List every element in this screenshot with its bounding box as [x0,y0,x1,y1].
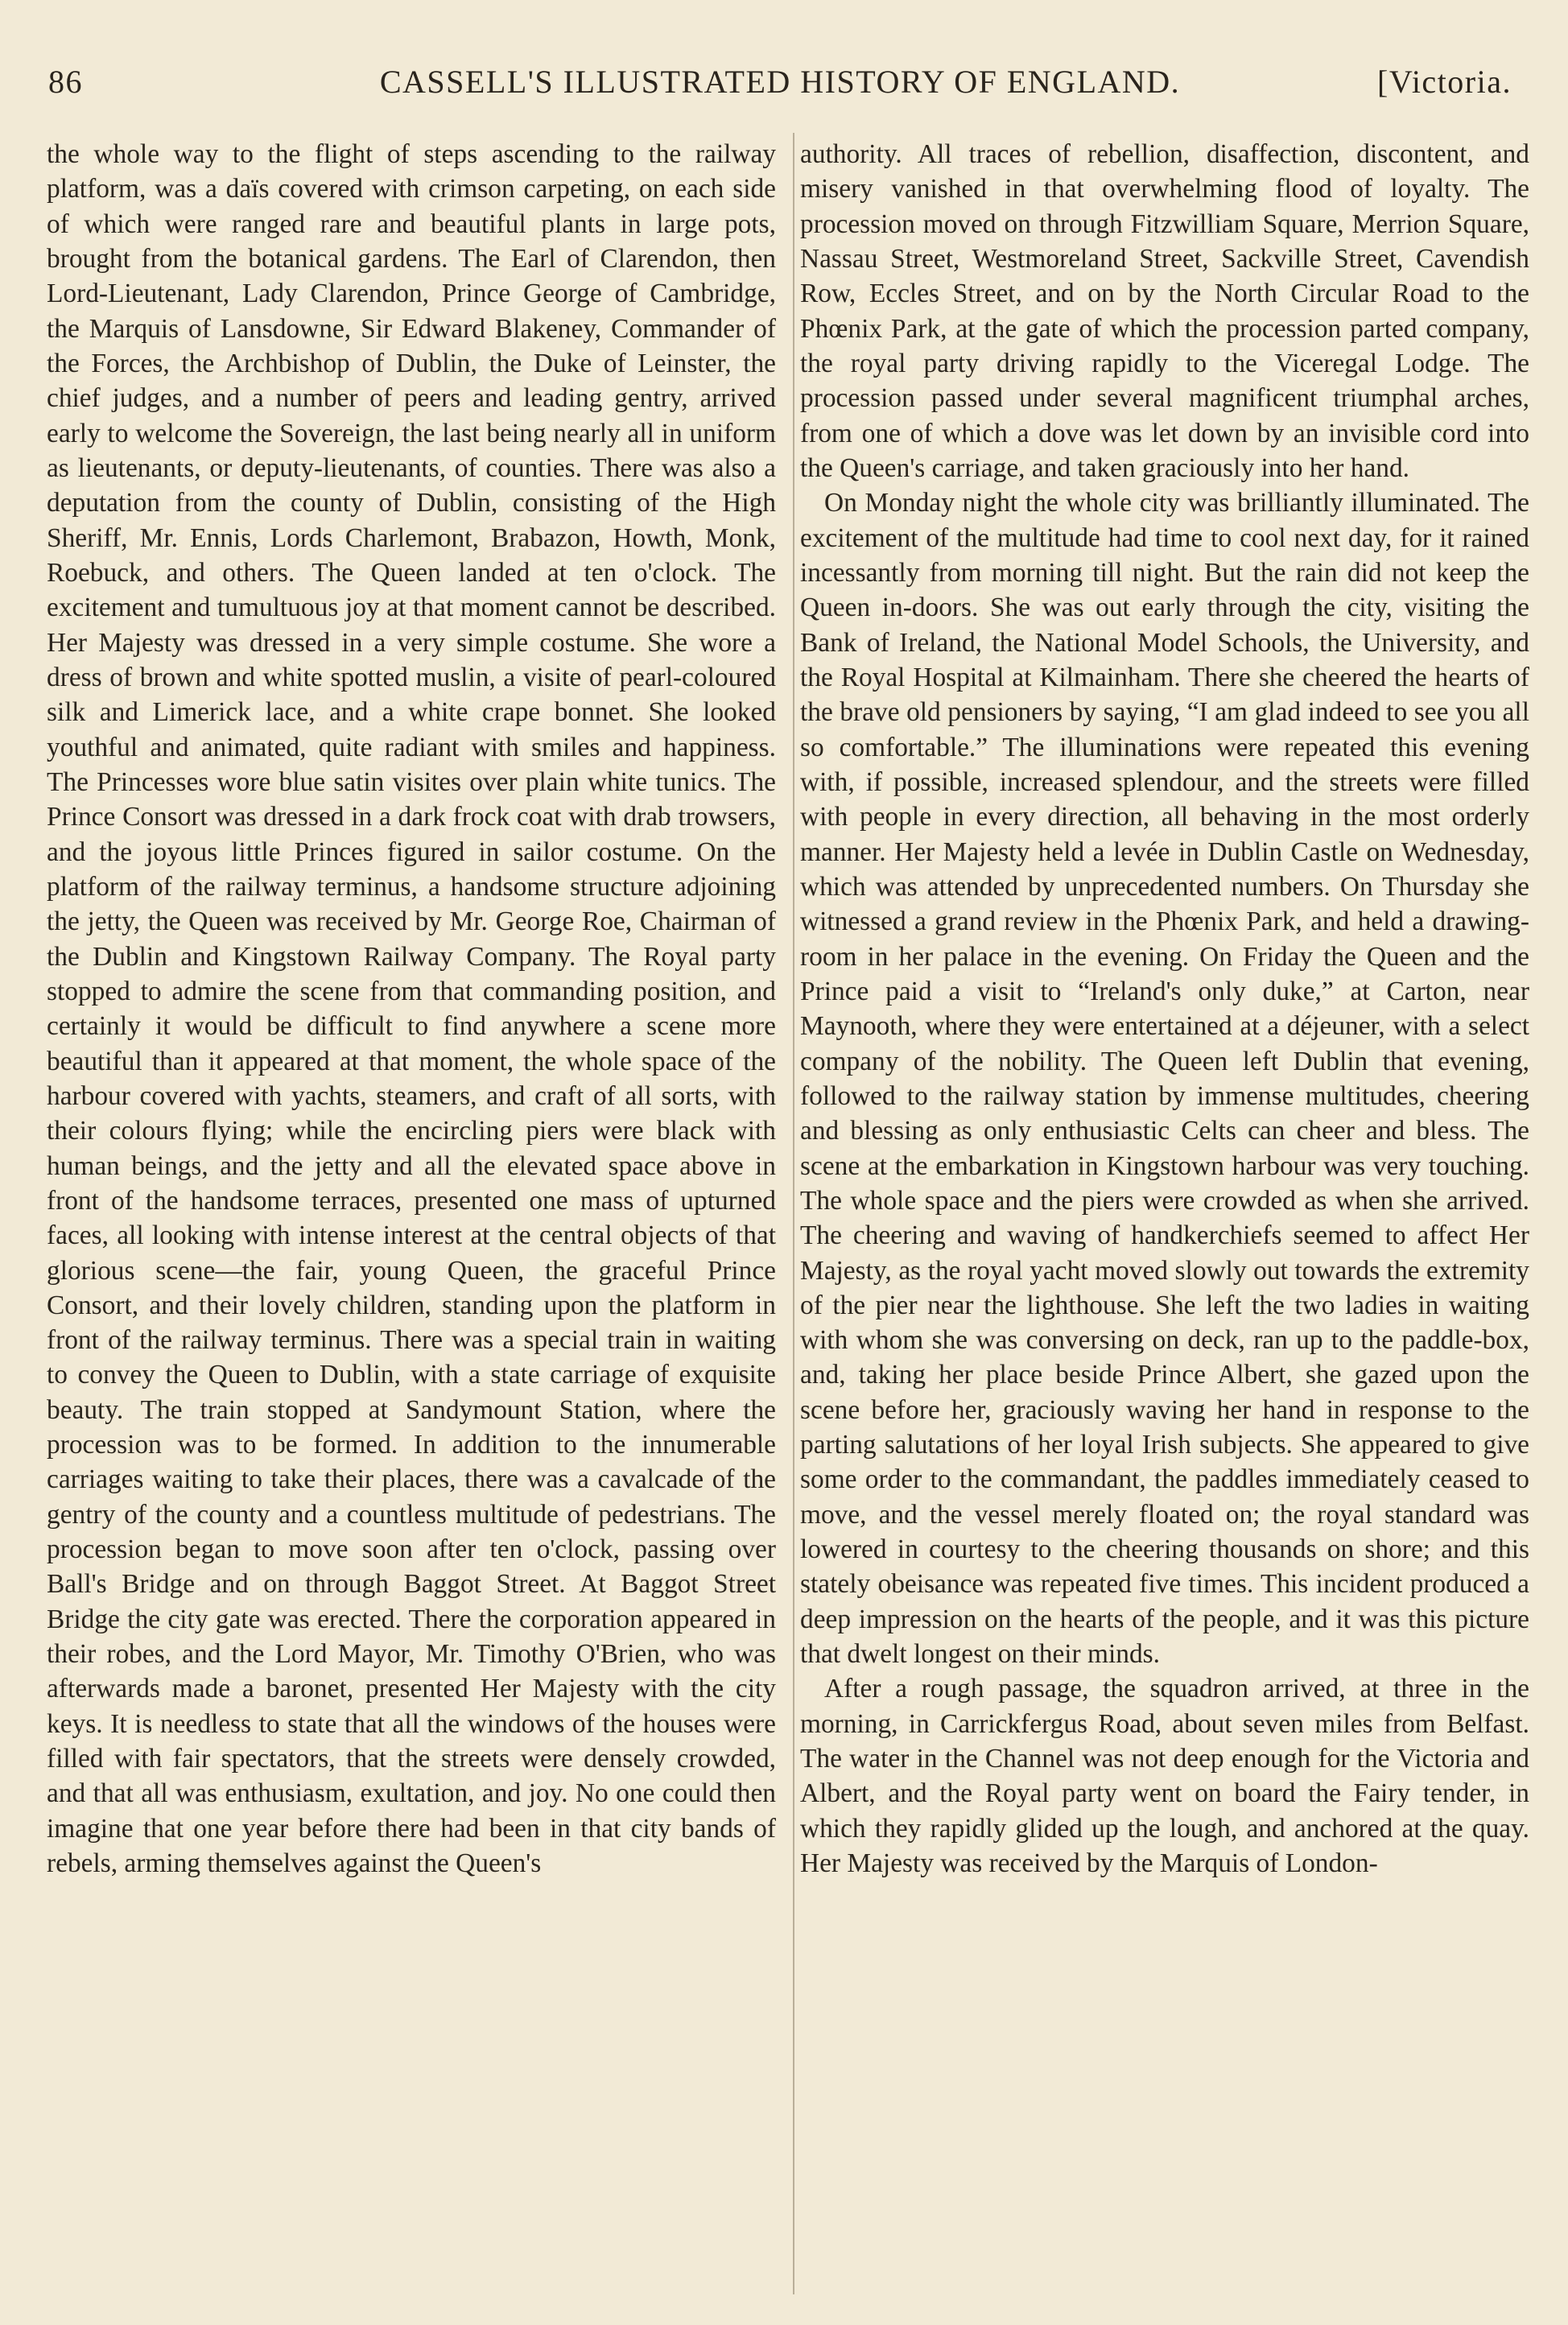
page-number: 86 [48,64,83,100]
paragraph: After a rough passage, the squadron arrived, at three in the morning, in Carrickfergus Road, about seven miles from Belfast. The water in the Channel was not deep enough for the Victoria and Albert, and the Royal party went on board the Fairy tender, in which they rapidly glided up the lough, and anchored at the quay. Her Majesty was received by the Marquis of London- [800,1674,1529,1879]
paragraph: the whole way to the flight of steps ascending to the railway platform, was a daïs covered with crimson carpeting, on each side of which were ranged rare and beautiful plants in large pots, brought from the botanical gardens. The Earl of Clarendon, then Lord-Lieutenant, Lady Clarendon, Prince George of Cambridge, the Marquis of Lansdowne, Sir Edward Blakeney, Commander of the Forces, the Archbishop of Dublin, the Duke of Leinster, the chief judges, and a number of peers and leading gentry, arrived early to welcome the Sovereign, the last being nearly all in uniform as lieutenants, or deputy-lieutenants, of counties. There was also a deputation from the county of Dublin, consisting of the High Sheriff, Mr. Ennis, Lords Charlemont, Brabazon, Howth, Monk, Roebuck, and others. The Queen landed at ten o'clock. The excitement and tumultuous joy at that moment cannot be described. Her Majesty was dressed in a very simple costume. She wore a dress of brown and white spotted muslin, a visite of pearl-coloured silk and Limerick lace, and a white crape bonnet. She looked youthful and animated, quite radiant with smiles and happiness. The Princesses wore blue satin visites over plain white tunics. The Prince Consort was dressed in a dark frock coat with drab trowsers, and the joyous little Princes figured in sailor costume. On the platform of the railway terminus, a handsome structure adjoining the jetty, the Queen was received by Mr. George Roe, Chairman of the Dublin and Kingstown Railway Company. The Royal party stopped to admire the scene from that commanding position, and certainly it would be difficult to find anywhere a scene more beautiful than it appeared at that moment, the whole space of the harbour covered with yachts, steamers, and craft of all sorts, with their colours flying; while the encircling piers were black with human beings, and the jetty and all the elevated space above in front of the handsome terraces, presented one mass of upturned faces, all looking with intense interest at the central objects of that glorious scene—the fair, young Queen, the graceful Prince Consort, and their lovely children, standing upon the platform in front of the railway terminus. There was a special train in waiting to convey the Queen to Dublin, with a state carriage of exquisite beauty. The train stopped at Sandymount Station, where the procession was to be formed. In addition to the innumerable carriages waiting to take their places, there was a cavalcade of the gentry of the county and a countless multitude of pedestrians. The procession began to move soon after ten o'clock, passing over Ball's Bridge and on through Baggot Street. At Baggot Street Bridge the city gate was erected. There the corporation appeared in their robes, and the Lord Mayor, Mr. Timothy O'Brien, who was afterwards made a baronet, presented Her Majesty with the city keys. It is needless to state that all the windows of the houses were filled with fair spectators, that the streets were densely crowded, and that all was enthusiasm, exultation, and joy. No one could then imagine that one year before there had been in that city bands of rebels, arming themselves against the Queen's [47,139,776,1879]
paragraph: authority. All traces of rebellion, disaffection, discontent, and misery vanished in that overwhelming flood of loyalty. The procession moved on through Fitzwilliam Square, Merrion Square, Nassau Street, Westmoreland Street, Sackville Street, Cavendish Row, Eccles Street, and on by the North Circular Road to the Phœnix Park, at the gate of which the procession parted company, the royal party driving rapidly to the Viceregal Lodge. The procession passed under several magnificent triumphal arches, from one of which a dove was let down by an invisible cord into the Queen's carriage, and taken graciously into her hand. [800,139,1529,483]
column-divider [793,133,794,2294]
running-header [48,63,1512,111]
right-column [800,137,1529,1881]
running-title: CASSELL'S ILLUSTRATED HISTORY OF ENGLAND. [379,64,1181,100]
left-column [47,137,776,1881]
paragraph: On Monday night the whole city was brilliantly illuminated. The excitement of the multitude had time to cool next day, for it rained incessantly from morning till night. But the rain did not keep the Queen in-doors. She was out early through the city, visiting the Bank of Ireland, the National Model Schools, the University, and the Royal Hospital at Kilmainham. There she cheered the hearts of the brave old pensioners by saying, “I am glad indeed to see you all so comfortable.” The illuminations were repeated this evening with, if possible, increased splendour, and the streets were filled with people in every direction, all behaving in the most orderly manner. Her Majesty held a levée in Dublin Castle on Wednesday, which was attended by unprecedented numbers. On Thursday she witnessed a grand review in the Phœnix Park, and held a drawing-room in her palace in the evening. On Friday the Queen and the Prince paid a visit to “Ireland's only duke,” at Carton, near Maynooth, where they were entertained at a déjeuner, with a select company of the nobility. The Queen left Dublin that evening, followed to the railway station by immense multitudes, cheering and blessing as only enthusiastic Celts can cheer and bless. The scene at the embarkation in Kingstown harbour was very touching. The whole space and the piers were crowded as when she arrived. The cheering and waving of handkerchiefs seemed to affect Her Majesty, as the royal yacht moved slowly out towards the extremity of the pier near the lighthouse. She left the two ladies in waiting with whom she was conversing on deck, ran up to the paddle-box, and, taking her place beside Prince Albert, she gazed upon the scene before her, graciously waving her hand in response to the parting salutations of her loyal Irish subjects. She appeared to give some order to the commandant, the paddles immediately ceased to move, and the vessel merely floated on; the royal standard was lowered in courtesy to the cheering thousands on shore; and this stately obeisance was repeated five times. This incident produced a deep impression on the hearts of the people, and it was this picture that dwelt longest on their minds. [800,488,1529,1670]
section-label: [Victoria. [1377,64,1512,100]
